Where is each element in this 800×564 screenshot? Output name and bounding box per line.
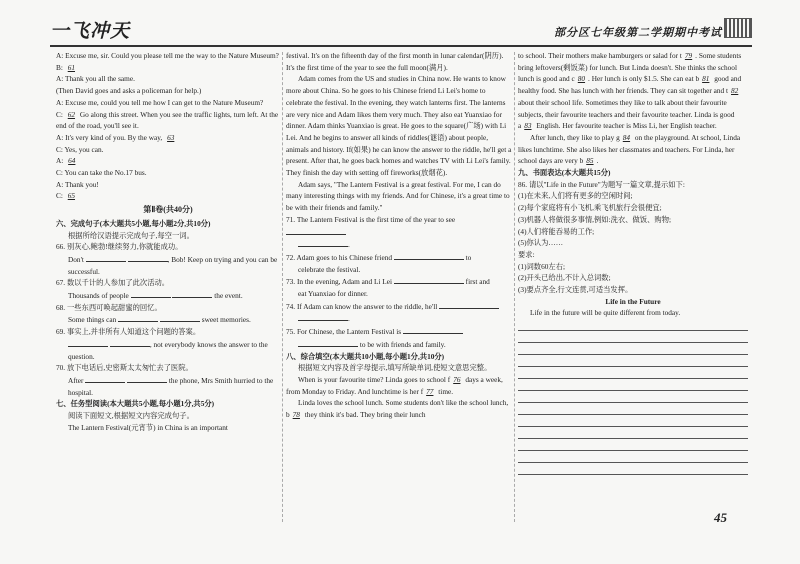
section8-intro: 根据短文内容及首字母提示,填写所缺单词,使短文意思完整。: [298, 363, 492, 373]
page-header: [40, 14, 752, 46]
answer-blank-63[interactable]: 63: [167, 132, 175, 142]
answer-blank-62[interactable]: 62: [67, 109, 76, 119]
answer-blank-79[interactable]: 79: [684, 51, 693, 60]
writing-line[interactable]: [518, 417, 748, 427]
writing-line[interactable]: [518, 321, 748, 331]
part2-title: 第Ⅱ卷(共40分): [143, 205, 193, 215]
answer-blank-65[interactable]: 65: [67, 191, 76, 201]
hint: (2)每个家庭将有小飞机,乘飞机旅行会很便宜;: [518, 203, 662, 213]
answer-blank-77[interactable]: 77: [426, 386, 434, 396]
dialogue-line: A: 64: [56, 155, 280, 167]
section8-title: 八、综合填空(本大题共10小题,每小题1分,共10分): [286, 351, 445, 361]
hint: (5)你认为……: [518, 238, 563, 248]
question-73: 73. In the evening, Adam and Li Lei first and: [286, 277, 490, 287]
question-67-english: Thousands of people the event.: [68, 291, 243, 301]
answer-blank-82[interactable]: 82: [731, 86, 739, 96]
writing-line[interactable]: [518, 345, 748, 355]
passage-paragraph: Adam says, "The Lantern Festival is a great festival. For me, I can do many interesting things with my friends. And for Chinese, it's a great time to be with their friends and family.": [286, 179, 510, 213]
input-blank[interactable]: [439, 300, 499, 309]
input-blank[interactable]: [131, 289, 171, 298]
dialogue-line: A: Excuse me, sir. Could you please tell me the way to the Nature Museum?: [56, 51, 279, 60]
question-67: 67. 数以千计的人参加了此次活动。: [56, 278, 170, 288]
dialogue-line: A: Thank you!: [56, 179, 99, 189]
question-70: 70. 放下电话后,史密斯太太匆忙去了医院。: [56, 363, 193, 373]
requirement: (3)要点齐全,行文连贯,可适当发挥。: [518, 285, 633, 295]
writing-line[interactable]: [518, 357, 748, 367]
section7-intro: 阅读下面短文,根据短文内容完成句子。: [68, 411, 194, 421]
passage-text: The Lantern Festival(元宵节) in China is an important: [68, 422, 228, 432]
requirement: (1)词数60左右;: [518, 261, 566, 271]
column-divider: [282, 52, 283, 522]
input-blank[interactable]: [403, 325, 463, 334]
exam-title: 部分区七年级第二学期期中考试: [554, 27, 722, 39]
writing-line[interactable]: [518, 381, 748, 391]
column-divider: [514, 52, 515, 522]
question-69-english: , not everybody knows the answer to the question.: [68, 339, 268, 361]
hint: (4)人们将能吞易的工作;: [518, 226, 595, 236]
input-blank[interactable]: [127, 374, 167, 383]
writing-line[interactable]: [518, 393, 748, 403]
question-66-english: Don't , Bob! Keep on trying and you can be successful.: [68, 254, 278, 276]
input-blank[interactable]: [68, 338, 108, 347]
dialogue-line: C: 65: [56, 190, 280, 202]
answer-blank-81[interactable]: 81: [702, 74, 710, 84]
writing-line[interactable]: [518, 369, 748, 379]
dialogue-line: A: Thank you all the same.: [56, 74, 135, 84]
cloze-text: When is your favourite time? Linda goes to school f 76 days a week, from Monday to Friday. And lunchtime is her f 77 time.: [286, 374, 503, 396]
writing-line[interactable]: [518, 405, 748, 415]
question-72-cont: celebrate the festival.: [298, 264, 361, 274]
question-73-cont: eat Yuanxiao for dinner.: [298, 289, 368, 299]
answer-blank-83[interactable]: 83: [524, 121, 532, 131]
question-68-english: Some things can sweet memories.: [68, 315, 251, 325]
question-75-cont: to be with friends and family.: [286, 338, 512, 351]
input-blank[interactable]: [128, 253, 168, 262]
input-blank[interactable]: [172, 289, 212, 298]
brand-logo: 一飞冲天: [50, 20, 131, 42]
input-blank[interactable]: [110, 338, 150, 347]
section9-title: 九、书面表达(本大题共15分): [518, 168, 611, 178]
question-71: 71. The Lantern Festival is the first time of the year to see: [286, 214, 512, 238]
column-2: [286, 50, 512, 421]
dialogue-line: C: You can take the No.17 bus.: [56, 168, 147, 178]
answer-blank-64[interactable]: 64: [68, 156, 76, 166]
question-74: 74. If Adam can know the answer to the riddle, he'll: [286, 300, 512, 313]
answer-blank-84[interactable]: 84: [622, 132, 631, 142]
question-68: 68. 一些东西可唤起甜蜜的回忆。: [56, 302, 162, 312]
header-divider: [50, 45, 752, 47]
input-blank[interactable]: [286, 226, 346, 235]
section6-title: 六、完成句子(本大题共5小题,每小题2分,共10分): [56, 218, 211, 228]
section7-title: 七、任务型阅读(本大题共5小题,每小题1分,共5分): [56, 399, 215, 409]
essay-start: Life in the future will be quite different from today.: [530, 308, 681, 318]
column-3: [518, 50, 748, 475]
writing-line[interactable]: [518, 429, 748, 439]
passage-paragraph: Adam comes from the US and studies in China now. He wants to know more about China. So he goes to his Chinese friend Li Lei's home to celebrate the festival. In the evening, they watch lanterns first. The lanterns are very nice and Adam likes them very much. They also eat Yuanxiao for dinner. Adam thinks Yuanxiao is great. He goes to the square(广场) with Li Lei. And he begins to answer all kinds of riddles(谜语) about people, animals and history. If(如果) he can know the answer to the riddle, he'll get a present. After that, he goes back homes and watches TV with Li Lei's family. They finish the day with setting off fireworks(放烟花).: [286, 74, 512, 178]
input-blank[interactable]: [160, 313, 200, 322]
answer-blank-78[interactable]: 78: [292, 410, 300, 420]
requirements-title: 要求:: [518, 249, 535, 259]
input-blank[interactable]: [394, 275, 464, 284]
writing-line[interactable]: [518, 465, 748, 475]
question-86: 86. 请以"Life in the Future"为题写一篇文章,提示如下:: [518, 179, 685, 189]
question-69: 69. 事实上,并非所有人知道这个问题的答案。: [56, 327, 201, 337]
question-70-english: After the phone, Mrs Smith hurried to the hospital.: [68, 375, 274, 397]
cloze-text: to school. Their mothers make hamburgers or salad for t 79 . Some students bring leftovers(剩饭菜) for lunch. But Linda doesn't. She thinks the school lunch is good and c 80 . Her lunch is only $1.5. She can eat b 81 good and healthy food. She has lunch with her friends. They can sit together and t 82 about their school life. Sometimes they like to talk about their favourite subjects, their favourite teachers and their favourite teacher. Linda is good a 83 English. Her favourite teacher is Miss Li, her English teacher.: [518, 51, 742, 131]
passage-paragraph: festival. It's on the fifteenth day of the first month in lunar calendar(阴历). It's the first time of the year to see the full moon(满月).: [286, 51, 504, 72]
column-1: [56, 50, 280, 434]
cloze-text: Linda loves the school lunch. Some students don't like the school lunch, b 78 they think it's bad. They bring their lunch: [286, 398, 509, 420]
dialogue-line: A: It's very kind of you. By the way, 63: [56, 132, 280, 144]
question-74-cont: .: [286, 312, 512, 325]
input-blank[interactable]: [85, 374, 125, 383]
barcode-icon: [724, 18, 752, 38]
dialogue-line: B: 61: [56, 62, 280, 74]
dialogue-line: (Then David goes and asks a policeman for help.): [56, 86, 202, 96]
page-number: 45: [714, 510, 727, 525]
dialogue-line: A: Excuse me, could you tell me how I can get to the Nature Museum?: [56, 97, 264, 107]
cloze-text: After lunch, they like to play g 84 on the playground. At school, Linda likes lunchtime. She also likes her classmates and teachers. For Linda, her school days are very b 85 .: [518, 132, 741, 166]
writing-line[interactable]: [518, 333, 748, 343]
writing-line[interactable]: [518, 453, 748, 463]
essay-title: Life in the Future: [605, 296, 661, 306]
dialogue-line: C: Yes, you can.: [56, 144, 104, 154]
input-blank[interactable]: [86, 253, 126, 262]
input-blank[interactable]: [118, 313, 158, 322]
section6-intro: 根据所给汉语提示完成句子,每空一词。: [68, 230, 194, 240]
hint: (3)机器人将做很多事情,例如:洗衣、做饭、购物;: [518, 214, 672, 224]
answer-blank-85[interactable]: 85: [586, 156, 594, 166]
question-75: 75. For Chinese, the Lantern Festival is: [286, 325, 512, 338]
input-blank[interactable]: [298, 238, 348, 247]
answer-blank-61[interactable]: 61: [67, 62, 76, 72]
writing-line[interactable]: [518, 441, 748, 451]
hint: (1)在未来,人们将有更多的空闲时间;: [518, 191, 633, 201]
question-66: 66. 别灰心,鲍勃!继续努力,你就能成功。: [56, 242, 183, 252]
input-blank[interactable]: [394, 251, 464, 260]
answer-blank-76[interactable]: 76: [453, 374, 461, 384]
answer-blank-80[interactable]: 80: [577, 74, 586, 84]
question-71-cont: .: [286, 238, 512, 251]
dialogue-line: C: 62 Go along this street. When you see the traffic lights, turn left. At the end of the road, you'll see it.: [56, 109, 279, 131]
input-blank[interactable]: [298, 312, 348, 321]
input-blank[interactable]: [298, 338, 358, 347]
requirement: (2)开头已给出,不计入总词数;: [518, 273, 611, 283]
question-72: 72. Adam goes to his Chinese friend to: [286, 252, 472, 262]
